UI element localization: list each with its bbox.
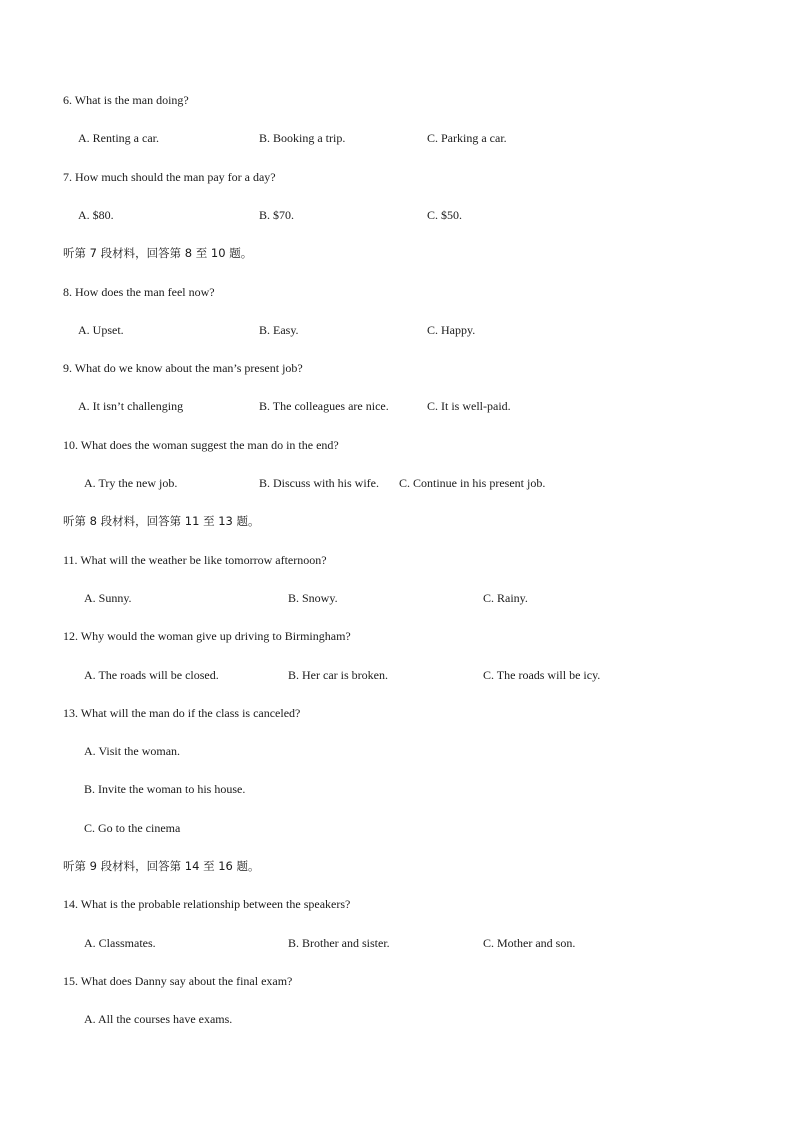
answer-option: C. $50.	[427, 208, 463, 222]
answer-option: C. Happy.	[427, 323, 476, 337]
answer-option: C. It is well-paid.	[427, 399, 511, 413]
question-text: 11. What will the weather be like tomorrow afternoon?	[63, 553, 327, 567]
answer-option: C. Rainy.	[483, 591, 528, 605]
answer-option: A. Renting a car.	[78, 131, 159, 145]
answer-option: A. All the courses have exams.	[84, 1012, 233, 1026]
answer-option: B. Booking a trip.	[259, 131, 346, 145]
section-instruction: 听第 8 段材料，回答第 11 至 13 题。	[63, 514, 260, 528]
question-text: 9. What do we know about the man’s present job?	[63, 361, 303, 375]
answer-option: C. Continue in his present job.	[399, 476, 546, 490]
answer-option: C. The roads will be icy.	[483, 668, 601, 682]
answer-option: A. Classmates.	[84, 936, 156, 950]
question-text: 8. How does the man feel now?	[63, 285, 215, 299]
question-text: 15. What does Danny say about the final exam?	[63, 974, 293, 988]
answer-option: B. Her car is broken.	[288, 668, 388, 682]
question-text: 13. What will the man do if the class is canceled?	[63, 706, 301, 720]
question-text: 7. How much should the man pay for a day?	[63, 170, 276, 184]
question-text: 6. What is the man doing?	[63, 93, 189, 107]
answer-option: A. It isn’t challenging	[78, 399, 184, 413]
section-instruction: 听第 9 段材料，回答第 14 至 16 题。	[63, 859, 260, 873]
answer-option: B. Snowy.	[288, 591, 338, 605]
answer-option: B. The colleagues are nice.	[259, 399, 389, 413]
question-text: 10. What does the woman suggest the man do in the end?	[63, 438, 339, 452]
answer-option: C. Go to the cinema	[84, 821, 181, 835]
answer-option: A. Sunny.	[84, 591, 132, 605]
question-text: 12. Why would the woman give up driving to Birmingham?	[63, 629, 351, 643]
answer-option: C. Mother and son.	[483, 936, 576, 950]
answer-option: B. $70.	[259, 208, 295, 222]
answer-option: C. Parking a car.	[427, 131, 507, 145]
answer-option: B. Discuss with his wife.	[259, 476, 379, 490]
answer-option: A. Upset.	[78, 323, 124, 337]
answer-option: B. Invite the woman to his house.	[84, 782, 246, 796]
answer-option: A. Visit the woman.	[84, 744, 181, 758]
answer-option: B. Easy.	[259, 323, 299, 337]
section-instruction: 听第 7 段材料，回答第 8 至 10 题。	[63, 246, 253, 260]
answer-option: B. Brother and sister.	[288, 936, 390, 950]
answer-option: A. The roads will be closed.	[84, 668, 219, 682]
question-text: 14. What is the probable relationship between the speakers?	[63, 897, 351, 911]
answer-option: A. $80.	[78, 208, 114, 222]
answer-option: A. Try the new job.	[84, 476, 178, 490]
